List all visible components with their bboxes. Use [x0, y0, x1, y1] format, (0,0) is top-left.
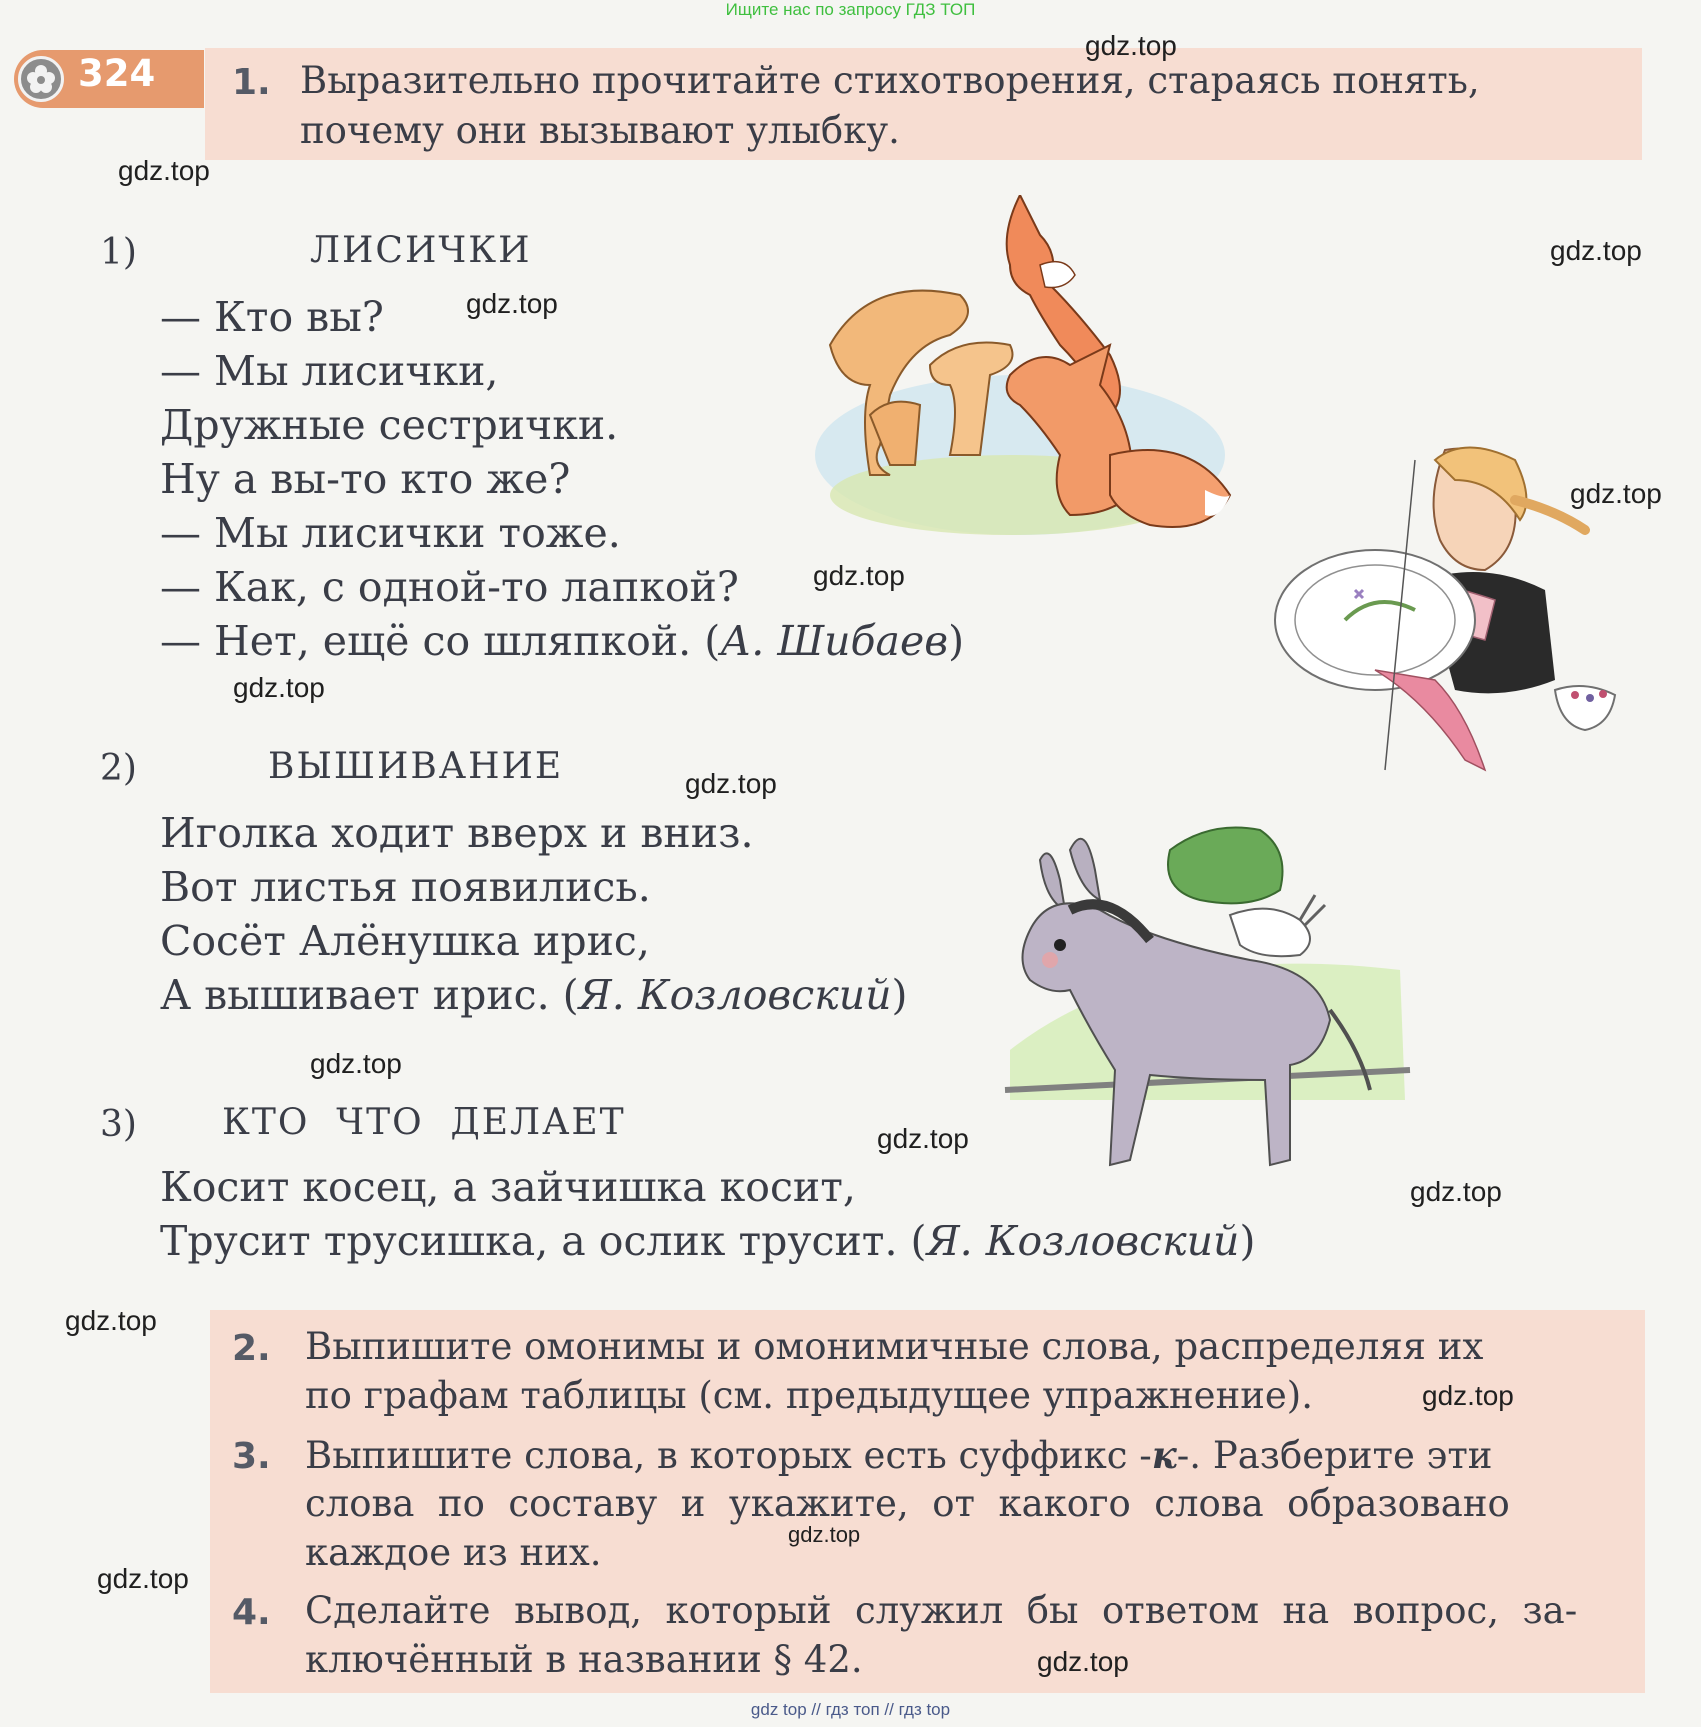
poem1-line: — Как, с одной-то лапкой? [160, 563, 739, 611]
task3-line3: каждое из них. [305, 1531, 602, 1574]
task4-line2: ключённый в названии § 42. [305, 1638, 863, 1681]
poem1-line: Ну а вы-то кто же? [160, 455, 571, 503]
watermark: gdz.top [1422, 1380, 1514, 1411]
poem3-close: ) [1239, 1217, 1256, 1265]
task3-suffix: к [1151, 1433, 1177, 1477]
watermark: gdz.top [233, 672, 325, 703]
poem3-author: Я. Козловский [926, 1217, 1240, 1265]
task3-number: 3. [232, 1436, 271, 1477]
task4-line1: Сделайте вывод, который служил бы ответом на вопрос, за- [305, 1589, 1578, 1632]
poem1-author: А. Шибаев [720, 617, 949, 665]
poem3-line: Косит косец, а зайчишка косит, [160, 1163, 856, 1211]
task2-line2: по графам таблицы (см. предыдущее упражнение). [305, 1374, 1313, 1417]
watermark: gdz.top [466, 288, 558, 319]
poem1-close: ) [948, 617, 965, 665]
fox-mushroom-illustration [810, 195, 1240, 570]
watermark: gdz.top [118, 155, 210, 186]
flower-icon [18, 56, 64, 102]
task3-line1-a: Выпишите слова, в которых есть суффикс - [305, 1434, 1152, 1477]
task1-line2: почему они вызывают улыбку. [300, 109, 900, 152]
poem1-number: 1) [100, 232, 137, 273]
watermark: gdz.top [877, 1123, 969, 1154]
poem2-line: Вот листья появились. [160, 863, 651, 911]
task3-line1-b: -. Разберите эти [1176, 1434, 1493, 1477]
top-banner: Ищите нас по запросу ГДЗ ТОП [725, 0, 976, 19]
poem1-line: — Мы лисички, [160, 347, 499, 395]
footer: gdz top // гдз топ // гдз top [750, 1700, 951, 1719]
task1-line1: Выразительно прочитайте стихотворения, стараясь понять, [300, 59, 1480, 102]
watermark: gdz.top [1410, 1176, 1502, 1207]
exercise-number: 324 [78, 52, 156, 95]
watermark: gdz.top [685, 768, 777, 799]
poem2-author: Я. Козловский [578, 971, 892, 1019]
poem1-last-line [160, 614, 964, 668]
poem2-title: ВЫШИВАНИЕ [268, 746, 564, 787]
poem3-line-text: Трусит трусишка, а ослик трусит. ( [160, 1217, 927, 1265]
watermark: gdz.top [97, 1563, 189, 1594]
watermark: gdz.top [65, 1305, 157, 1336]
task1-number: 1. [232, 62, 271, 103]
poem1-line: Дружные сестрички. [160, 401, 619, 449]
task3-line2: слова по составу и укажите, от какого слова образовано [305, 1482, 1510, 1525]
poem2-last-line [160, 968, 908, 1022]
poem1-title: ЛИСИЧКИ [310, 230, 532, 271]
poem2-line-text: А вышивает ирис. ( [160, 971, 579, 1019]
watermark: gdz.top [813, 560, 905, 591]
donkey-hare-illustration [1000, 820, 1420, 1190]
poem1-line: — Мы лисички тоже. [160, 509, 621, 557]
task4-number: 4. [232, 1592, 271, 1633]
watermark: gdz.top [1570, 478, 1662, 509]
task3-line1 [305, 1430, 1492, 1481]
poem1-line: — Кто вы? [160, 293, 384, 341]
poem3-title: КТО ЧТО ДЕЛАЕТ [222, 1102, 626, 1143]
poem2-line: Иголка ходит вверх и вниз. [160, 809, 754, 857]
poem2-close: ) [891, 971, 908, 1019]
watermark: gdz.top [310, 1048, 402, 1079]
poem2-number: 2) [100, 748, 137, 789]
watermark: gdz.top [1550, 235, 1642, 266]
poem2-line: Сосёт Алёнушка ирис, [160, 917, 650, 965]
watermark: gdz.top [1085, 30, 1177, 61]
poem1-line-text: — Нет, ещё со шляпкой. ( [160, 617, 721, 665]
watermark: gdz.top [1037, 1646, 1129, 1677]
poem3-last-line [160, 1214, 1255, 1268]
task2-number: 2. [232, 1328, 271, 1369]
poem3-number: 3) [100, 1104, 137, 1145]
watermark: gdz.top [788, 1522, 861, 1547]
task2-line1: Выпишите омонимы и омонимичные слова, распределяя их [305, 1325, 1484, 1368]
